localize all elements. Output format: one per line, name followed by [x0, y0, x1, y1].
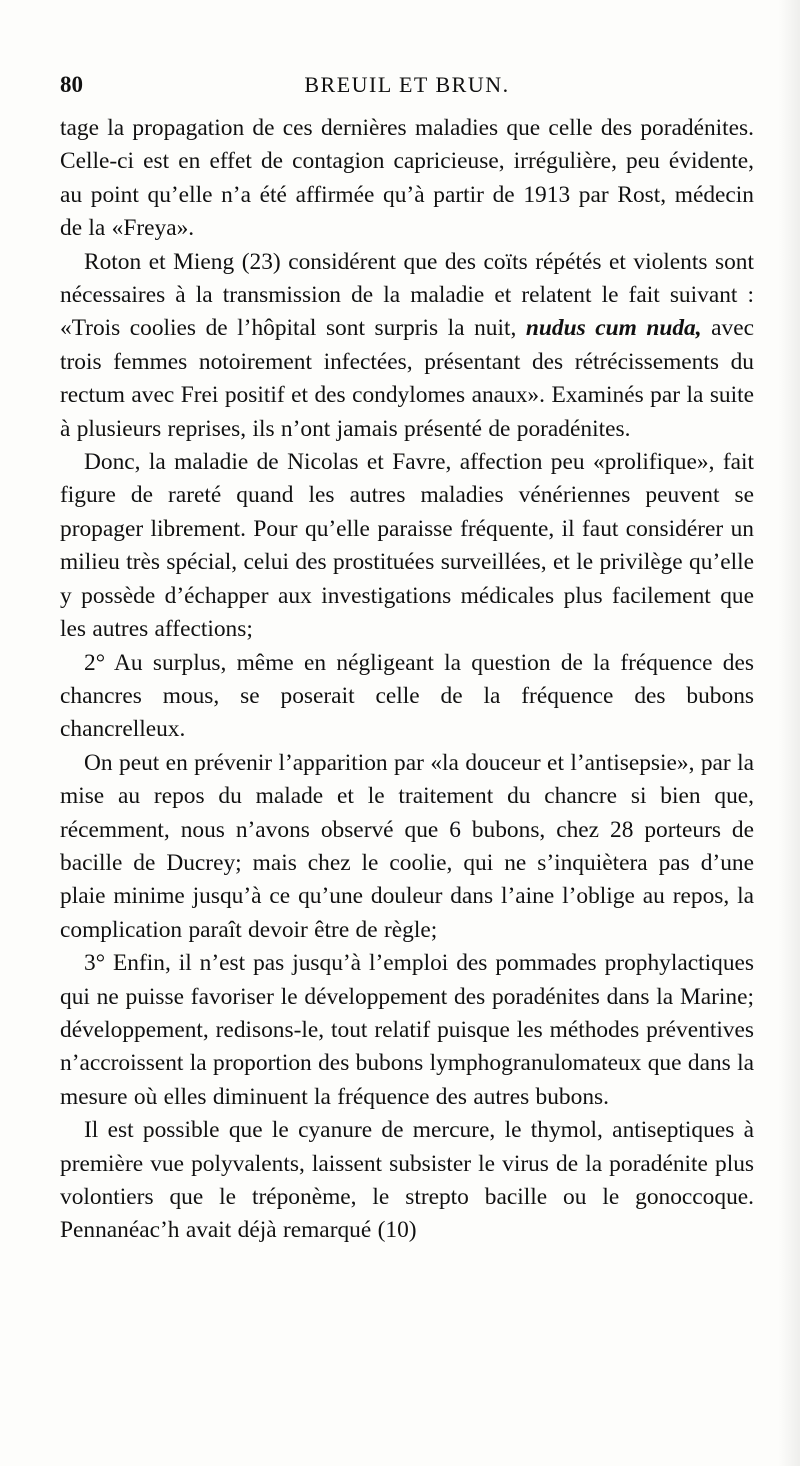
body-text [60, 112, 754, 1248]
page-number: 80 [60, 72, 83, 97]
paragraph-7: Il est possible que le cyanure de mercure, le thymol, antiseptiques à première vue polyvalents, laissent subsister le virus de la poradénite plus volontiers que le tréponème, le strepto bacille ou le gonoccoque. Pennanéac’h avait déjà remarqué (10) [60, 1117, 754, 1244]
latin-phrase: nudus cum nuda, [525, 315, 702, 342]
paragraph-2-part-b: avec trois femmes notoirement infectées, présentant des rétrécissements du rectum avec Frei positif et des condylomes anaux». Examinés par la suite à plusieurs reprises, ils n’ont jamais présenté de poradénites. [60, 315, 754, 442]
paragraph-1: tage la propagation de ces dernières maladies que celle des poradénites. Celle-ci est en effet de contagion capricieuse, irrégulière, peu évidente, au point qu’elle n’a été affirmée qu’à partir de 1913 par Rost, médecin de la «Freya». [60, 115, 754, 242]
paragraph-6: 3° Enfin, il n’est pas jusqu’à l’emploi des pommades prophylactiques qui ne puisse favoriser le développement des poradénites dans la Marine; développement, redisons-le, tout relatif puisque les méthodes préventives n’accroissent la proportion des bubons lymphogranulomateux que dans la mesure où elles diminuent la fréquence des autres bubons. [60, 950, 754, 1110]
page-header [60, 70, 754, 106]
paragraph-4: 2° Au surplus, même en négligeant la question de la fréquence des chancres mous, se poserait celle de la fréquence des bubons chancrelleux. [60, 649, 754, 743]
running-title: BREUIL ET BRUN. [304, 72, 510, 97]
scan-edge-shadow [778, 0, 800, 1466]
paragraph-2-part-a: Roton et Mieng (23) considérent que des coïts répétés et violents sont nécessaires à la transmission de la maladie et relatent le fait suivant : «Trois coolies de l’hôpital sont surpris la nuit, [60, 248, 754, 342]
paragraph-2 [60, 246, 754, 446]
paragraph-5: On peut en prévenir l’apparition par «la douceur et l’antisepsie», par la mise au repos du malade et le traitement du chancre si bien que, récemment, nous n’avons observé que 6 bubons, chez 28 porteurs de bacille de Ducrey; mais chez le coolie, qui ne s’inquiètera pas d’une plaie minime jusqu’à ce qu’une douleur dans l’aine l’oblige au repos, la complication paraît devoir être de règle; [60, 749, 754, 943]
paragraph-3: Donc, la maladie de Nicolas et Favre, affection peu «prolifique», fait figure de rareté quand les autres maladies vénériennes peuvent se propager librement. Pour qu’elle paraisse fréquente, il faut considérer un milieu très spécial, celui des prostituées surveillées, et le privilège qu’elle y possède d’échapper aux investigations médicales plus facilement que les autres affections; [60, 449, 754, 643]
